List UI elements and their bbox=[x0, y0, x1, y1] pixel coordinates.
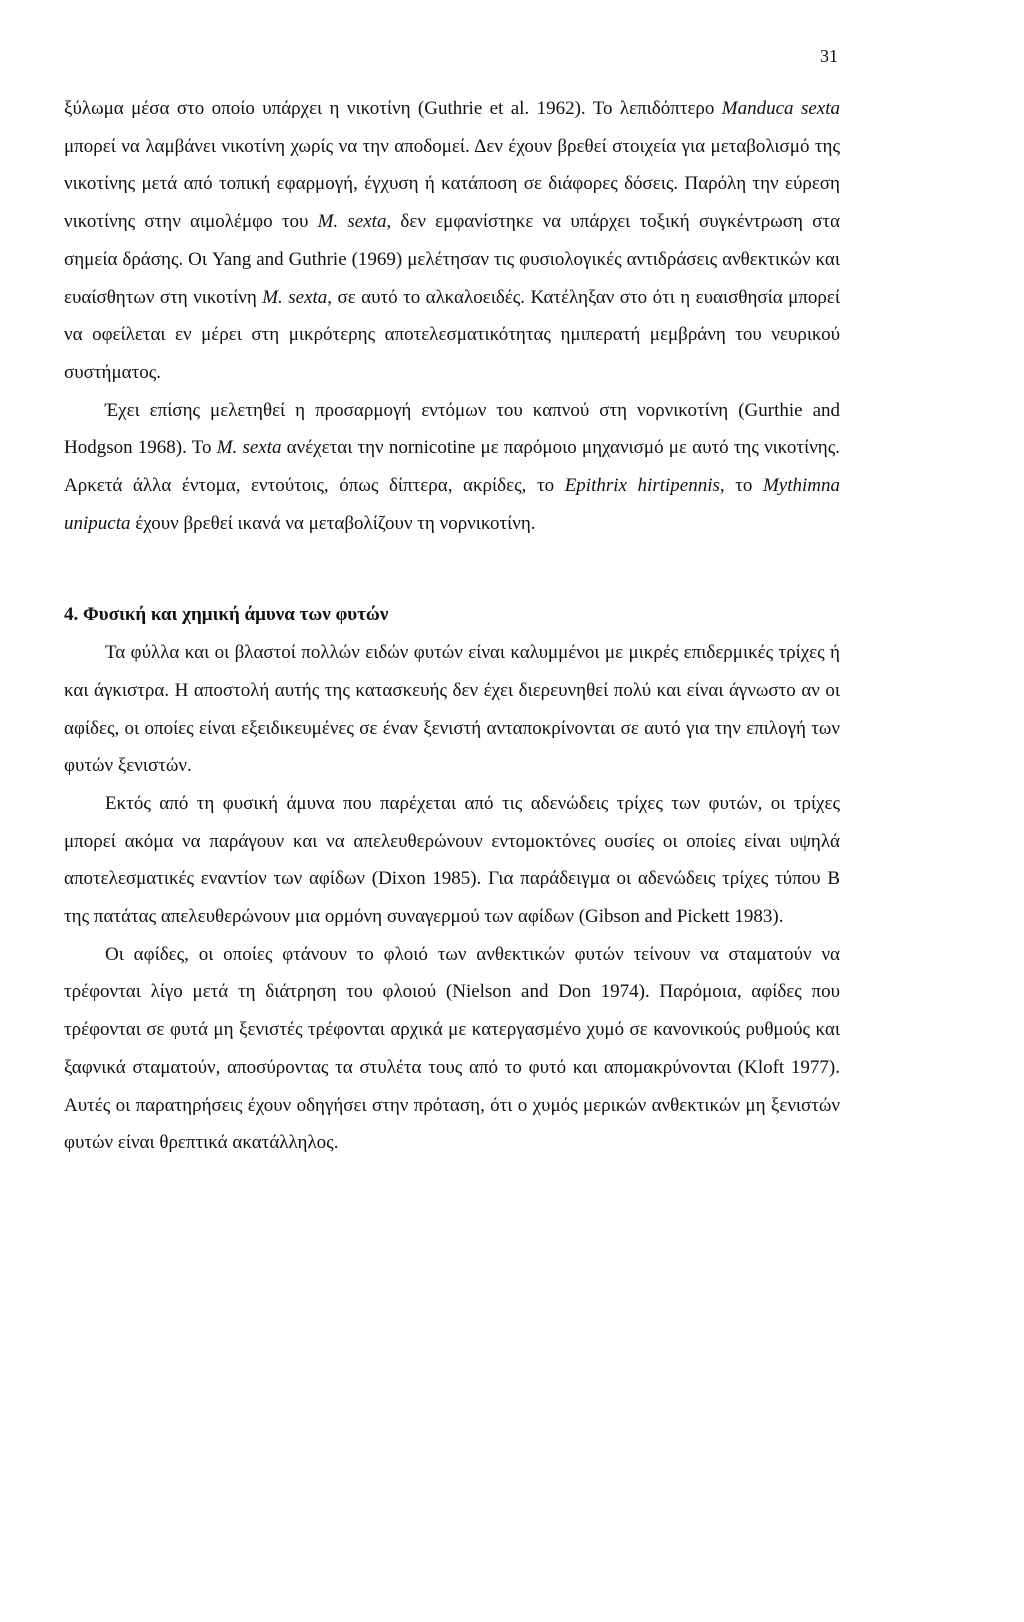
species-name-italic: Mythimna unipucta bbox=[64, 475, 841, 534]
text-run: Εκτός από τη φυσική άμυνα που παρέχεται από τις αδενώδεις τρίχες των φυτών, οι τρίχες μπορεί ακόμα να παράγουν και να απελευθερώνουν εντομοκτόνες ουσίες οι οποίες είναι υψηλά αποτελεσματικές εναντίον των αφίδων (Dixon 1985). Για παράδειγμα οι αδενώδεις τρίχες τύπου Β της πατάτας απελευθερώνουν μια ορμόνη συναγερμού των αφίδων (Gibson and Pickett 1983). bbox=[64, 792, 840, 928]
text-run: έχουν βρεθεί ικανά να μεταβολίζουν τη νορνικοτίνη. bbox=[130, 512, 536, 534]
species-name-italic: M. sexta bbox=[317, 211, 387, 233]
section-paragraph-2 bbox=[64, 785, 840, 936]
text-run: ανέχεται την nornicotine με παρόμοιο μηχανισμό με αυτό της νικοτίνης. Αρκετά άλλα έντομα, εντούτοις, όπως δίπτερα, ακρίδες, το bbox=[64, 437, 840, 497]
paragraph-2 bbox=[64, 392, 840, 543]
text-run: ξύλωμα μέσα στο οποίο υπάρχει η νικοτίνη (Guthrie et al. 1962). Το λεπιδόπτερο bbox=[64, 98, 722, 119]
page-content bbox=[64, 90, 840, 1162]
page-number: 31 bbox=[820, 46, 838, 66]
text-run: Έχει επίσης μελετηθεί η προσαρμογή εντόμων του καπνού στη νορνικοτίνη (Gurthie and Hodgson 1968). Το bbox=[64, 399, 840, 459]
species-name-italic: M. sexta bbox=[262, 286, 328, 308]
text-run: , δεν εμφανίστηκε να υπάρχει τοξική συγκέντρωση στα σημεία δράσης. Οι Yang and Guthrie (1969) μελέτησαν τις φυσιολογικές αντιδράσεις ανθεκτικών και ευαίσθητων στη νικοτίνη bbox=[64, 211, 841, 308]
section-paragraph-3 bbox=[64, 936, 840, 1162]
text-run: μπορεί να λαμβάνει νικοτίνη χωρίς να την αποδομεί. Δεν έχουν βρεθεί στοιχεία για μεταβολισμό της νικοτίνης μετά από τοπική εφαρμογή, έγχυση ή κατάποση σε διάφορες δόσεις. Παρόλη την εύρεση νικοτίνης στην αιμολέμφο του bbox=[64, 135, 840, 233]
species-name-italic: Epithrix hirtipennis bbox=[564, 475, 720, 497]
text-run: Οι αφίδες, οι οποίες φτάνουν το φλοιό των ανθεκτικών φυτών τείνουν να σταματούν να τρέφονται λίγο μετά τη διάτρηση του φλοιού (Nielson and Don 1974). Παρόμοια, αφίδες που τρέφονται σε φυτά μη ξενιστές τρέφονται αρχικά με κατεργασμένο χυμό σε κανονικούς ρυθμούς και ξαφνικά σταματούν, αποσύροντας τα στυλέτα τους από το φυτό και απομακρύνονται (Kloft 1977). Αυτές οι παρατηρήσεις έχουν οδηγήσει στην πρόταση, ότι ο χυμός μερικών ανθεκτικών μη ξενιστών φυτών είναι θρεπτικά ακατάλληλος. bbox=[64, 943, 840, 1154]
section-paragraph-1 bbox=[64, 634, 840, 785]
text-run: , σε αυτό το αλκαλοειδές. Κατέληξαν στο ότι η ευαισθησία μπορεί να οφείλεται εν μέρει στη μικρότερης αποτελεσματικότητας ημιπερατή μεμβράνη του νευρικού συστήματος. bbox=[64, 286, 840, 383]
species-name-italic: Manduca sexta bbox=[721, 98, 840, 119]
section-heading: 4. Φυσική και χημική άμυνα των φυτών bbox=[64, 604, 389, 626]
paragraph-1 bbox=[64, 90, 840, 392]
species-name-italic: M. sexta bbox=[216, 437, 282, 459]
text-run: Τα φύλλα και οι βλαστοί πολλών ειδών φυτών είναι καλυμμένοι με μικρές επιδερμικές τρίχες ή και άγκιστρα. Η αποστολή αυτής της κατασκευής δεν έχει διερευνηθεί πολύ και είναι άγνωστο αν οι αφίδες, οι οποίες είναι εξειδικευμένες σε έναν ξενιστή ανταποκρίνονται σε αυτό για την επιλογή των φυτών ξενιστών. bbox=[64, 642, 840, 777]
text-run: , το bbox=[719, 475, 763, 497]
